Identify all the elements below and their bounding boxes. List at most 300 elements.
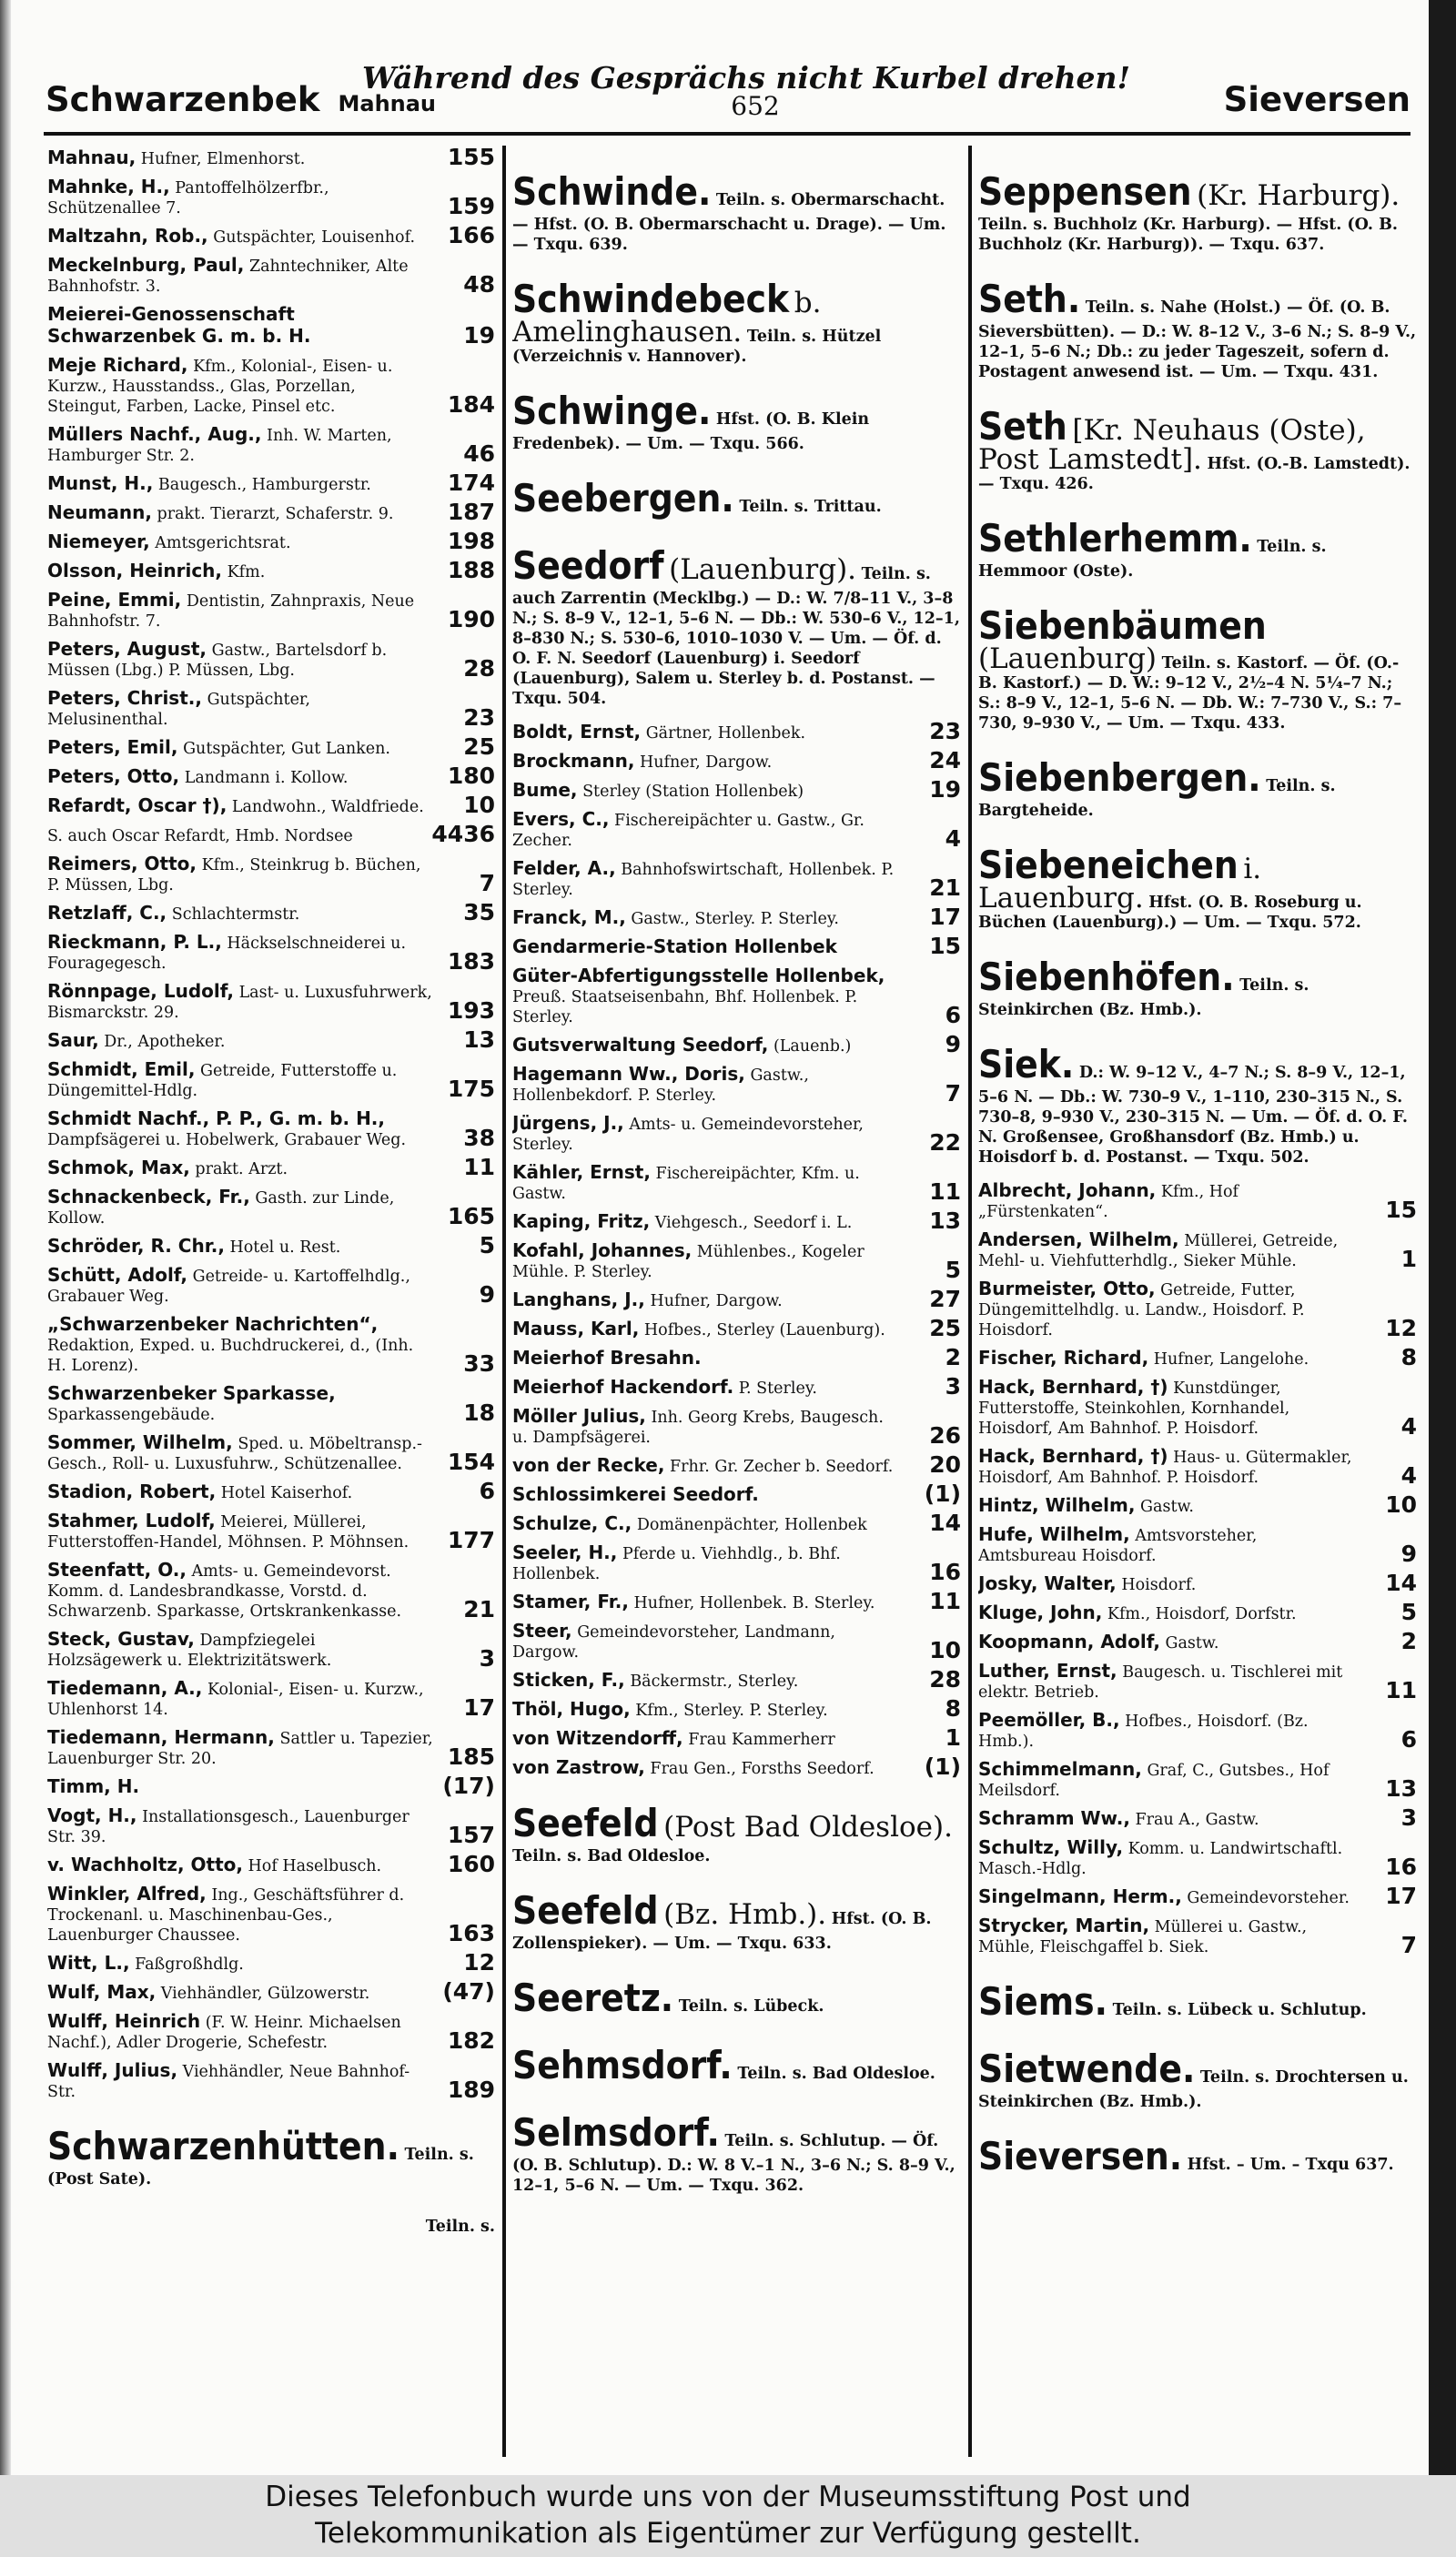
entry-text: Landmann i. Kollow.: [184, 769, 349, 787]
directory-entry: [47, 821, 495, 847]
directory-entry: [978, 1229, 1417, 1271]
scan-edge-right: [1429, 0, 1456, 2475]
entry-phone: 180: [447, 763, 495, 789]
entry-name: Schütt, Adolf,: [47, 1264, 188, 1286]
place-sub: (Lauenburg): [978, 642, 1158, 675]
directory-entry: [512, 1724, 961, 1751]
entry-name: von Witzendorff,: [512, 1727, 683, 1749]
entry-name: Schulze, C.,: [512, 1512, 632, 1534]
place-heading: [512, 476, 961, 521]
directory-entry: [512, 776, 961, 803]
entry-text: Viehhändler, Gülzowerstr.: [160, 1985, 370, 2003]
header-rule: [44, 132, 1410, 136]
entry-phone: 10: [1385, 1491, 1417, 1518]
place-text: Teiln. s. Hemmoor (Oste).: [978, 538, 1327, 581]
entry-text: Hufner, Dargow.: [640, 753, 773, 772]
place-heading: [978, 169, 1417, 255]
entry-text: Kfm.: [227, 563, 266, 581]
directory-entry: [978, 1661, 1417, 1703]
entry-name: Munst, H.,: [47, 472, 154, 494]
entry-name: Möller Julius,: [512, 1405, 646, 1427]
entry-name: Luther, Ernst,: [978, 1660, 1117, 1682]
directory-entry: [978, 1915, 1417, 1957]
entry-phone: 12: [463, 1949, 495, 1976]
place-heading: [978, 1979, 1417, 2025]
entry-name: Neumann,: [47, 501, 152, 523]
entry-phone: 177: [447, 1527, 495, 1553]
entry-phone: 155: [447, 147, 495, 170]
place-name: Sieversen.: [978, 2134, 1183, 2178]
entry-text: Gastw.: [1165, 1634, 1219, 1652]
place-text: Teiln. s. Bargteheide.: [978, 777, 1336, 820]
place-name: Seth.: [978, 277, 1081, 321]
entry-text: Hufner, Elmenhorst.: [140, 150, 306, 168]
entry-text: Müllerei u. Gastw., Mühle, Fleischgaffel b. Siek.: [978, 1918, 1308, 1956]
place-name: Seth: [978, 404, 1067, 449]
directory-entry: [512, 1510, 961, 1536]
entry-phone: 8: [945, 1695, 961, 1722]
directory-entry: [978, 1377, 1417, 1439]
directory-entry: [47, 854, 495, 895]
place-name: Siek.: [978, 1042, 1075, 1086]
place-text: Teiln. s. Steinkirchen (Bz. Hmb.).: [978, 976, 1309, 1019]
entry-name: v. Wachholtz, Otto,: [47, 1854, 243, 1875]
entry-name: Kaping, Fritz,: [512, 1210, 651, 1232]
entry-phone: 10: [929, 1637, 961, 1663]
directory-entry: [978, 1710, 1417, 1752]
entry-phone: 11: [1385, 1677, 1417, 1703]
entry-text: P. Sterley.: [738, 1380, 817, 1398]
entry-text: Faßgroßhdlg.: [135, 1956, 244, 1974]
entry-name: Timm, H.: [47, 1775, 140, 1797]
entry-phone: 4: [945, 825, 961, 852]
place-text: Teiln. s. Lübeck.: [678, 1997, 824, 2016]
header-notice: Während des Gesprächs nicht Kurbel drehen!: [361, 60, 1131, 96]
entry-phone: 3: [1400, 1804, 1417, 1831]
entry-phone: 5: [1400, 1599, 1417, 1625]
place-tail: Teiln. s.: [425, 2218, 495, 2236]
header-left-title: Schwarzenbek: [46, 80, 320, 119]
place-heading: [978, 2134, 1417, 2179]
entry-name: Sommer, Wilhelm,: [47, 1431, 233, 1453]
place-heading: [978, 277, 1417, 382]
entry-text: Gemeindevorsteher.: [1187, 1889, 1350, 1907]
entry-phone: (1): [924, 1754, 961, 1780]
entry-text: Kolonial-, Eisen- u. Kurzw., Uhlenhorst 14.: [47, 1681, 424, 1719]
place-heading: [47, 2124, 495, 2237]
directory-entry: [512, 904, 961, 930]
entry-text: Ing., Geschäftsführer d. Trockenanl. u. Maschinenbau-Ges., Lauenburger Chaussee.: [47, 1886, 405, 1945]
entry-phone: 28: [463, 655, 495, 682]
entry-text: Baugesch., Hamburgerstr.: [157, 476, 371, 494]
entry-phone: 4: [1400, 1462, 1417, 1489]
directory-entry: [512, 1344, 961, 1370]
entry-name: Winkler, Alfred,: [47, 1883, 207, 1905]
place-heading: [512, 543, 961, 709]
place-text: Teiln. s. Drochtersen u. Steinkirchen (Bz. Hmb.).: [978, 2068, 1409, 2111]
directory-entry: [512, 965, 961, 1027]
entry-phone: 4: [1400, 1413, 1417, 1440]
directory-entry: [512, 1208, 961, 1234]
entry-phone: 163: [447, 1920, 495, 1946]
entry-text: Hof Haselbusch.: [248, 1857, 382, 1875]
entry-text: Mühlenbes., Kogeler Mühle. P. Sterley.: [512, 1243, 864, 1281]
directory-entry: [47, 304, 495, 348]
entry-name: Schimmelmann,: [978, 1758, 1142, 1780]
place-sub: (Lauenburg).: [669, 553, 857, 586]
entry-phone: 7: [945, 1080, 961, 1107]
entry-name: Franck, M.,: [512, 906, 626, 928]
entry-phone: 16: [929, 1559, 961, 1585]
directory-entry: [47, 639, 495, 681]
directory-entry: [512, 858, 961, 900]
directory-entry: [512, 1451, 961, 1478]
directory-entry: [512, 1113, 961, 1155]
entry-phone: 13: [1385, 1775, 1417, 1802]
entry-phone: 183: [447, 948, 495, 975]
entry-name: Wulff, Heinrich: [47, 2010, 201, 2032]
entry-name: Olsson, Heinrich,: [47, 560, 223, 581]
directory-entry: [47, 1773, 495, 1799]
directory-entry: [47, 1432, 495, 1474]
place-heading: [978, 955, 1417, 1020]
entry-text: Sparkassengebäude.: [47, 1406, 216, 1424]
entry-text: Getreide- u. Kartoffelhdlg., Grabauer Weg.: [47, 1268, 410, 1306]
entry-name: von der Recke,: [512, 1454, 665, 1476]
entry-phone: 17: [463, 1694, 495, 1721]
directory-entry: [978, 1491, 1417, 1518]
entry-phone: 184: [447, 391, 495, 418]
entry-name: Schmidt, Emil,: [47, 1058, 196, 1080]
place-heading: [512, 1801, 961, 1866]
entry-phone: (47): [442, 1978, 495, 2005]
entry-text: Baugesch. u. Tischlerei mit elektr. Betrieb.: [978, 1663, 1343, 1702]
entry-text: Inh. Georg Krebs, Baugesch. u. Dampfsägerei.: [512, 1409, 884, 1447]
entry-name: Sticken, F.,: [512, 1669, 625, 1691]
entry-phone: 165: [447, 1203, 495, 1229]
entry-text: Gasth. zur Linde, Kollow.: [47, 1189, 395, 1228]
entry-text: Inh. W. Marten, Hamburger Str. 2.: [47, 427, 392, 465]
entry-name: Tiedemann, Hermann,: [47, 1726, 275, 1748]
page-header: [46, 60, 1410, 126]
place-heading: [512, 389, 961, 454]
place-text: Teiln. s. Buchholz (Kr. Harburg). — Hfst. (O. B. Buchholz (Kr. Harburg)). — Txqu. 637.: [978, 216, 1398, 254]
entry-phone: 185: [447, 1743, 495, 1770]
directory-entry: [978, 1446, 1417, 1488]
directory-entry: [47, 1884, 495, 1946]
entry-name: Meckelnburg, Paul,: [47, 254, 245, 276]
directory-entry: [978, 1599, 1417, 1625]
entry-name: Gutsverwaltung Seedorf,: [512, 1034, 769, 1056]
place-text: Hfst. (O.-B. Lamstedt). — Txqu. 426.: [978, 455, 1410, 493]
entry-phone: 159: [447, 193, 495, 219]
entry-name: Langhans, J.,: [512, 1289, 645, 1310]
directory-entry: [47, 1154, 495, 1180]
entry-text: Sterley (Station Hollenbek): [582, 783, 804, 801]
directory-entry: [47, 981, 495, 1023]
entry-name: Mahnke, H.,: [47, 176, 170, 197]
directory-entry: [47, 899, 495, 925]
entry-name: Wulff, Julius,: [47, 2059, 178, 2081]
header-left-sub: Mahnau: [338, 91, 437, 116]
entry-phone: 19: [929, 776, 961, 803]
entry-text: Hufner, Hollenbek. B. Sterley.: [633, 1594, 875, 1612]
entry-text: Meierei, Müllerei, Futterstoffen-Handel, Möhnsen. P. Möhnsen.: [47, 1513, 410, 1551]
entry-text: Pferde u. Viehhdlg., b. Bhf. Hollenbek.: [512, 1545, 841, 1583]
entry-text: Amts- u. Gemeindevorst. Komm. d. Landesbrandkasse, Vorstd. d. Schwarzenb. Sparkasse, Ortskrankenkasse.: [47, 1562, 402, 1621]
entry-phone: 3: [479, 1645, 495, 1672]
entry-text: Getreide, Futterstoffe u. Düngemittel-Hdlg.: [47, 1062, 398, 1100]
entry-phone: 8: [1400, 1344, 1417, 1370]
entry-phone: 13: [463, 1026, 495, 1053]
directory-entry: [47, 1187, 495, 1228]
entry-text: Kfm., Hoisdorf, Dorfstr.: [1107, 1605, 1297, 1623]
directory-entry: [512, 1162, 961, 1204]
entry-phone: 16: [1385, 1854, 1417, 1880]
entry-name: Schmok, Max,: [47, 1157, 190, 1178]
directory-entry: [978, 1759, 1417, 1801]
entry-text: Dentistin, Zahnpraxis, Neue Bahnhofstr. 7.: [47, 592, 415, 631]
entry-phone: 5: [945, 1257, 961, 1283]
column-2: [512, 147, 961, 2459]
page-number: 652: [731, 91, 780, 121]
entry-phone: 21: [463, 1596, 495, 1622]
entry-name: Peters, Otto,: [47, 765, 180, 787]
entry-phone: 193: [447, 997, 495, 1024]
entry-text: Domänenpächter, Hollenbek: [636, 1516, 867, 1534]
directory-entry: [978, 1628, 1417, 1654]
entry-text: Gutspächter, Gut Lanken.: [183, 740, 390, 758]
entry-text: (F. W. Heinr. Michaelsen Nachf.), Adler Drogerie, Schefestr.: [47, 2014, 401, 2052]
place-sub: i. Lauenburg.: [978, 853, 1262, 915]
place-text: Teiln. s. Bad Oldesloe.: [512, 1847, 711, 1865]
entry-text: Gutspächter, Melusinenthal.: [47, 691, 310, 729]
directory-entry: [47, 2060, 495, 2102]
entry-text: prakt. Arzt.: [195, 1160, 288, 1178]
entry-phone: 1: [945, 1724, 961, 1751]
entry-name: von Zastrow,: [512, 1756, 645, 1778]
directory-entry: [978, 1804, 1417, 1831]
directory-entry: [512, 1542, 961, 1584]
directory-entry: [978, 1180, 1417, 1222]
place-name: Seefeld: [512, 1801, 659, 1845]
place-heading: [978, 603, 1417, 733]
entry-phone: 7: [1400, 1932, 1417, 1958]
entry-name: Schlossimkerei Seedorf.: [512, 1483, 759, 1505]
place-sub: b. Amelinghausen.: [512, 287, 822, 349]
footer-line-1: Dieses Telefonbuch wurde uns von der Museumsstiftung Post und: [265, 2481, 1191, 2513]
entry-phone: 175: [447, 1076, 495, 1102]
place-text: Hfst. – Um. – Txqu 637.: [1187, 2156, 1394, 2174]
entry-name: Seeler, H.,: [512, 1541, 618, 1563]
directory-entry: [47, 1949, 495, 1976]
directory-entry: [47, 932, 495, 974]
entry-name: Saur,: [47, 1029, 99, 1051]
entry-name: Peemöller, B.,: [978, 1709, 1120, 1731]
entry-phone: 20: [929, 1451, 961, 1478]
entry-name: Koopmann, Adolf,: [978, 1631, 1160, 1652]
entry-phone: 2: [1400, 1628, 1417, 1654]
place-name: Seeretz.: [512, 1976, 674, 2020]
directory-entry: [47, 1629, 495, 1671]
entry-text: Kfm., Sterley. P. Sterley.: [635, 1702, 828, 1720]
entry-text: Haus- u. Gütermakler, Hoisdorf, Am Bahnhof. P. Hoisdorf.: [978, 1449, 1352, 1487]
entry-phone: 189: [447, 2077, 495, 2103]
entry-text: Graf, C., Gutsbes., Hof Meilsdorf.: [978, 1762, 1330, 1800]
place-heading: [512, 169, 961, 255]
directory-entry: [512, 1666, 961, 1693]
entry-name: Stadion, Robert,: [47, 1481, 217, 1502]
entry-name: Niemeyer,: [47, 531, 150, 552]
directory-entry: [47, 1108, 495, 1150]
entry-name: Mauss, Karl,: [512, 1318, 640, 1339]
place-heading: [978, 1042, 1417, 1167]
entry-text: Dampfsägerei u. Hobelwerk, Grabauer Weg.: [47, 1131, 407, 1149]
entry-text: Hotel Kaiserhof.: [220, 1484, 353, 1502]
entry-text: Frhr. Gr. Zecher b. Seedorf.: [670, 1458, 894, 1476]
entry-text: Dr., Apotheker.: [104, 1033, 226, 1051]
entry-phone: 38: [463, 1125, 495, 1151]
entry-phone: 48: [463, 271, 495, 298]
place-name: Siebenbergen.: [978, 755, 1261, 800]
entry-phone: 28: [929, 1666, 961, 1693]
entry-text: Gutspächter, Louisenhof.: [213, 228, 416, 247]
directory-entry: [47, 355, 495, 417]
directory-entry: [47, 1978, 495, 2005]
directory-entry: [978, 1524, 1417, 1566]
directory-entry: [47, 1560, 495, 1622]
entry-text: Frau A., Gastw.: [1135, 1811, 1259, 1829]
entry-text: Kfm., Steinkrug b. Büchen, P. Müssen, Lbg.: [47, 856, 421, 894]
place-name: Siebenbäumen: [978, 603, 1267, 648]
directory-entry: [47, 590, 495, 632]
entry-phone: 6: [945, 1002, 961, 1028]
place-name: Schwarzenhütten.: [47, 2124, 399, 2168]
entry-name: Stahmer, Ludolf,: [47, 1510, 216, 1531]
entry-phone: 21: [929, 874, 961, 901]
entry-name: Steer,: [512, 1620, 572, 1642]
entry-phone: 160: [447, 1851, 495, 1877]
entry-phone: 26: [929, 1422, 961, 1449]
directory-entry: [47, 1511, 495, 1552]
entry-text: Gastw., Hollenbekdorf. P. Sterley.: [512, 1066, 809, 1105]
entry-name: Jürgens, J.,: [512, 1112, 624, 1134]
place-heading: [978, 2047, 1417, 2112]
entry-text: Dampfziegelei Holzsägewerk u. Elektrizitätswerk.: [47, 1632, 332, 1670]
directory-entry: [47, 1805, 495, 1847]
entry-name: Hufe, Wilhelm,: [978, 1523, 1130, 1545]
place-name: Schwinde.: [512, 169, 712, 214]
directory-entry: [47, 1059, 495, 1101]
entry-phone: 2: [945, 1344, 961, 1370]
entry-text: Kunstdünger, Futterstoffe, Steinkohlen, Kornhandel, Hoisdorf, Am Bahnhof. P. Hoisdorf.: [978, 1380, 1290, 1438]
entry-name: Maltzahn, Rob.,: [47, 225, 208, 247]
directory-entry: [512, 747, 961, 773]
header-right-title: Sieversen: [1223, 80, 1410, 119]
column-divider-2: [968, 146, 972, 2457]
directory-entry: [978, 1570, 1417, 1596]
place-text: Teiln. s. Nahe (Holst.) — Öf. (O. B. Sieversbütten). — D.: W. 8–12 V., 3–6 N.; S. 8–9 V., 12–1, 5–6 N.; Db.: zu jeder Tageszeit, sofern d. Postagent anwesend ist. — Um. — Txqu. 431.: [978, 298, 1417, 381]
directory-entry: [512, 1064, 961, 1106]
entry-text: Gastw., Bartelsdorf b. Müssen (Lbg.) P. Müssen, Lbg.: [47, 642, 388, 680]
entry-phone: 10: [463, 792, 495, 818]
directory-entry: [47, 1727, 495, 1769]
entry-phone: 18: [463, 1400, 495, 1426]
place-name: Siems.: [978, 1979, 1108, 2024]
entry-text: Redaktion, Exped. u. Buchdruckerei, d., (Inh. H. Lorenz).: [47, 1337, 414, 1375]
entry-phone: 13: [929, 1208, 961, 1234]
entry-name: Fischer, Richard,: [978, 1347, 1149, 1369]
entry-phone: 3: [945, 1373, 961, 1400]
directory-entry: [512, 1621, 961, 1663]
entry-text: Gemeindevorsteher, Landmann, Dargow.: [512, 1623, 835, 1662]
entry-name: Mahnau,: [47, 147, 136, 168]
entry-text: Fischereipächter u. Gastw., Gr. Zecher.: [512, 812, 864, 850]
entry-phone: 23: [463, 704, 495, 731]
scan-edge-left: [0, 0, 11, 2475]
entry-name: Güter-Abfertigungsstelle Hollenbek,: [512, 965, 885, 986]
entry-name: Kähler, Ernst,: [512, 1161, 651, 1183]
entry-name: Refardt, Oscar †),: [47, 794, 228, 816]
entry-name: Meierei-Genossenschaft Schwarzenbek G. m. b. H.: [47, 303, 311, 347]
entry-text: Bahnhofswirtschaft, Hollenbek. P. Sterley.: [512, 861, 895, 899]
entry-name: Rieckmann, P. L.,: [47, 931, 222, 953]
entry-text: Getreide, Futter, Düngemittelhdlg. u. Landw., Hoisdorf. P. Hoisdorf.: [978, 1281, 1305, 1339]
entry-name: Kofahl, Johannes,: [512, 1239, 693, 1261]
directory-entry: [512, 809, 961, 851]
directory-entry: [512, 1286, 961, 1312]
entry-phone: 15: [929, 933, 961, 959]
column-divider-1: [502, 146, 506, 2457]
entry-name: Albrecht, Johann,: [978, 1179, 1157, 1201]
entry-phone: 35: [463, 899, 495, 925]
entry-name: Steck, Gustav,: [47, 1628, 195, 1650]
directory-entry: [47, 792, 495, 818]
place-text: Hfst. (O. B. Klein Fredenbek). — Um. — Txqu. 566.: [512, 410, 870, 453]
entry-text: Hofbes., Sterley (Lauenburg).: [643, 1321, 885, 1339]
entry-text: Sped. u. Möbeltransp.-Gesch., Roll- u. Luxusfuhrw., Schützenallee.: [47, 1435, 422, 1473]
entry-name: Meierhof Hackendorf.: [512, 1376, 734, 1398]
entry-name: Gendarmerie-Station Hollenbek: [512, 935, 837, 957]
place-text: Teiln. s. (Post Sate).: [47, 2146, 474, 2188]
entry-name: Tiedemann, A.,: [47, 1677, 203, 1699]
directory-entry: [47, 499, 495, 525]
footer-line-2: Telekommunikation als Eigentümer zur Verfügung gestellt.: [315, 2517, 1141, 2550]
place-heading: [512, 2043, 961, 2088]
place-name: Siebeneichen: [978, 843, 1239, 887]
entry-name: Singelmann, Herm.,: [978, 1885, 1182, 1907]
entry-text: Viehhändler, Neue Bahnhof-Str.: [47, 2063, 410, 2101]
entry-name: Müllers Nachf., Aug.,: [47, 423, 262, 445]
entry-text: S. auch Oscar Refardt, Hmb. Nordsee: [47, 827, 353, 845]
directory-entry: [47, 1314, 495, 1376]
place-text: Teiln. s. Bad Oldesloe.: [737, 2065, 935, 2083]
directory-entry: [47, 1678, 495, 1720]
place-name: Seebergen.: [512, 476, 734, 520]
directory-entry: [512, 1481, 961, 1507]
entry-name: Josky, Walter,: [978, 1572, 1117, 1594]
entry-name: Hack, Bernhard, †): [978, 1445, 1168, 1467]
entry-phone: 6: [1400, 1726, 1417, 1753]
entry-name: Hack, Bernhard, †): [978, 1376, 1168, 1398]
column-1: [47, 147, 495, 2459]
directory-entry: [47, 557, 495, 583]
entry-name: Meierhof Bresahn.: [512, 1347, 702, 1369]
place-text: Teiln. s. Obermarschacht. — Hfst. (O. B. Obermarschacht u. Drage). — Um. — Txqu. 639.: [512, 191, 946, 254]
entry-name: Kluge, John,: [978, 1602, 1103, 1623]
entry-text: Gastw., Sterley. P. Sterley.: [631, 910, 839, 928]
directory-entry: [47, 147, 495, 169]
